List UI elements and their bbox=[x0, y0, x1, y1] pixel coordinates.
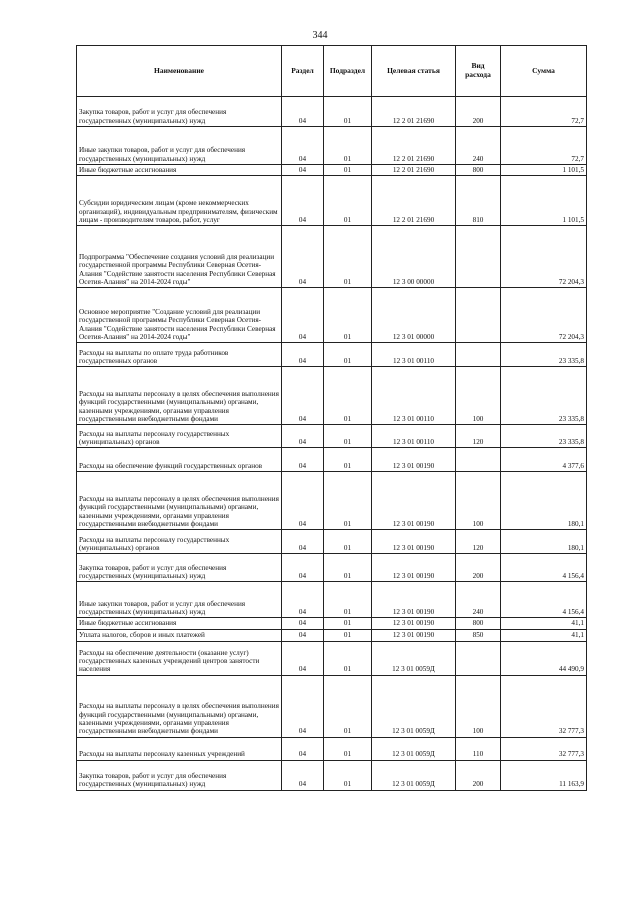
row-kind-cell bbox=[456, 343, 501, 367]
table-row bbox=[77, 176, 587, 226]
row-sum-cell: 11 163,9 bbox=[501, 760, 587, 790]
row-section-cell: 04 bbox=[282, 127, 324, 165]
row-subsection-cell: 01 bbox=[324, 530, 372, 554]
row-kind-cell: 200 bbox=[456, 554, 501, 582]
row-subsection-cell: 01 bbox=[324, 618, 372, 629]
row-kind-cell: 100 bbox=[456, 367, 501, 425]
row-sum-cell: 72 204,3 bbox=[501, 288, 587, 343]
row-sum-cell: 72 204,3 bbox=[501, 226, 587, 288]
table-row bbox=[77, 760, 587, 790]
row-subsection-cell: 01 bbox=[324, 165, 372, 176]
row-section-cell: 04 bbox=[282, 165, 324, 176]
table-row bbox=[77, 97, 587, 127]
row-subsection-cell: 01 bbox=[324, 288, 372, 343]
row-sum-cell: 180,1 bbox=[501, 472, 587, 530]
row-kind-cell bbox=[456, 641, 501, 675]
header-name: Наименование bbox=[77, 46, 282, 97]
row-subsection-cell: 01 bbox=[324, 97, 372, 127]
row-sum-cell: 23 335,8 bbox=[501, 367, 587, 425]
row-name-cell: Субсидии юридическим лицам (кроме некоммерческих организаций), индивидуальным предпринимателям, физическим лицам - производителям товаров, работ, услуг bbox=[77, 176, 282, 226]
row-subsection-cell: 01 bbox=[324, 343, 372, 367]
row-kind-cell: 240 bbox=[456, 127, 501, 165]
row-article-cell: 12 3 00 00000 bbox=[372, 226, 456, 288]
row-name-cell: Расходы на обеспечение функций государственных органов bbox=[77, 448, 282, 472]
row-sum-cell: 72,7 bbox=[501, 97, 587, 127]
row-subsection-cell: 01 bbox=[324, 675, 372, 737]
table-row bbox=[77, 554, 587, 582]
row-kind-cell bbox=[456, 288, 501, 343]
row-section-cell: 04 bbox=[282, 176, 324, 226]
row-subsection-cell: 01 bbox=[324, 760, 372, 790]
row-subsection-cell: 01 bbox=[324, 737, 372, 760]
table-row bbox=[77, 448, 587, 472]
row-kind-cell: 200 bbox=[456, 760, 501, 790]
row-kind-cell: 240 bbox=[456, 582, 501, 618]
row-subsection-cell: 01 bbox=[324, 127, 372, 165]
table-header-row bbox=[77, 46, 587, 97]
row-kind-cell: 100 bbox=[456, 472, 501, 530]
table-row bbox=[77, 226, 587, 288]
row-article-cell: 12 3 01 00110 bbox=[372, 367, 456, 425]
row-section-cell: 04 bbox=[282, 629, 324, 641]
row-subsection-cell: 01 bbox=[324, 472, 372, 530]
row-section-cell: 04 bbox=[282, 554, 324, 582]
row-article-cell: 12 2 01 21690 bbox=[372, 97, 456, 127]
row-section-cell: 04 bbox=[282, 425, 324, 448]
row-name-cell: Подпрограмма "Обеспечение создания условий для реализации государственной программы Республики Северная Осетия-Алания "Содействие занятости населения Республики Северная Осетия-Алания" на 2014-2024 годы" bbox=[77, 226, 282, 288]
header-sum: Сумма bbox=[501, 46, 587, 97]
row-name-cell: Закупка товаров, работ и услуг для обеспечения государственных (муниципальных) нужд bbox=[77, 554, 282, 582]
row-section-cell: 04 bbox=[282, 448, 324, 472]
row-article-cell: 12 3 01 00190 bbox=[372, 554, 456, 582]
row-kind-cell bbox=[456, 226, 501, 288]
header-target-article: Целевая статья bbox=[372, 46, 456, 97]
row-sum-cell: 180,1 bbox=[501, 530, 587, 554]
row-sum-cell: 44 490,9 bbox=[501, 641, 587, 675]
row-kind-cell bbox=[456, 448, 501, 472]
row-kind-cell: 800 bbox=[456, 165, 501, 176]
table-row bbox=[77, 530, 587, 554]
row-section-cell: 04 bbox=[282, 675, 324, 737]
row-section-cell: 04 bbox=[282, 760, 324, 790]
row-sum-cell: 41,1 bbox=[501, 618, 587, 629]
row-section-cell: 04 bbox=[282, 367, 324, 425]
row-section-cell: 04 bbox=[282, 288, 324, 343]
row-subsection-cell: 01 bbox=[324, 176, 372, 226]
row-section-cell: 04 bbox=[282, 737, 324, 760]
row-sum-cell: 32 777,3 bbox=[501, 737, 587, 760]
row-name-cell: Иные бюджетные ассигнования bbox=[77, 618, 282, 629]
row-kind-cell: 120 bbox=[456, 425, 501, 448]
row-subsection-cell: 01 bbox=[324, 226, 372, 288]
row-sum-cell: 23 335,8 bbox=[501, 343, 587, 367]
row-subsection-cell: 01 bbox=[324, 448, 372, 472]
row-article-cell: 12 3 01 00190 bbox=[372, 629, 456, 641]
row-section-cell: 04 bbox=[282, 472, 324, 530]
row-sum-cell: 41,1 bbox=[501, 629, 587, 641]
row-article-cell: 12 3 01 00190 bbox=[372, 472, 456, 530]
row-name-cell: Иные бюджетные ассигнования bbox=[77, 165, 282, 176]
table-row bbox=[77, 675, 587, 737]
row-kind-cell: 810 bbox=[456, 176, 501, 226]
row-article-cell: 12 3 01 00000 bbox=[372, 288, 456, 343]
row-article-cell: 12 3 01 00110 bbox=[372, 425, 456, 448]
row-name-cell: Расходы на выплаты персоналу государственных (муниципальных) органов bbox=[77, 425, 282, 448]
row-article-cell: 12 3 01 0059Д bbox=[372, 641, 456, 675]
row-article-cell: 12 3 01 00190 bbox=[372, 448, 456, 472]
header-section: Раздел bbox=[282, 46, 324, 97]
row-article-cell: 12 3 01 00190 bbox=[372, 582, 456, 618]
row-section-cell: 04 bbox=[282, 618, 324, 629]
table-row bbox=[77, 288, 587, 343]
header-expense-kind: Вид расхода bbox=[456, 46, 501, 97]
row-kind-cell: 120 bbox=[456, 530, 501, 554]
row-sum-cell: 23 335,8 bbox=[501, 425, 587, 448]
row-article-cell: 12 2 01 21690 bbox=[372, 165, 456, 176]
row-sum-cell: 4 377,6 bbox=[501, 448, 587, 472]
table-row bbox=[77, 127, 587, 165]
row-name-cell: Расходы на выплаты по оплате труда работников государственных органов bbox=[77, 343, 282, 367]
row-subsection-cell: 01 bbox=[324, 641, 372, 675]
row-section-cell: 04 bbox=[282, 226, 324, 288]
row-sum-cell: 4 156,4 bbox=[501, 582, 587, 618]
row-article-cell: 12 2 01 21690 bbox=[372, 127, 456, 165]
row-name-cell: Уплата налогов, сборов и иных платежей bbox=[77, 629, 282, 641]
header-subsection: Подраздел bbox=[324, 46, 372, 97]
row-sum-cell: 1 101,5 bbox=[501, 176, 587, 226]
row-article-cell: 12 3 01 00190 bbox=[372, 530, 456, 554]
table-row bbox=[77, 472, 587, 530]
table-row bbox=[77, 367, 587, 425]
row-name-cell: Расходы на выплаты персоналу государственных (муниципальных) органов bbox=[77, 530, 282, 554]
row-article-cell: 12 3 01 0059Д bbox=[372, 675, 456, 737]
row-kind-cell: 850 bbox=[456, 629, 501, 641]
row-sum-cell: 72,7 bbox=[501, 127, 587, 165]
row-section-cell: 04 bbox=[282, 97, 324, 127]
row-kind-cell: 800 bbox=[456, 618, 501, 629]
budget-table bbox=[76, 45, 587, 791]
row-article-cell: 12 3 01 0059Д bbox=[372, 737, 456, 760]
row-name-cell: Закупка товаров, работ и услуг для обеспечения государственных (муниципальных) нужд bbox=[77, 760, 282, 790]
row-section-cell: 04 bbox=[282, 530, 324, 554]
row-name-cell: Иные закупки товаров, работ и услуг для обеспечения государственных (муниципальных) нужд bbox=[77, 582, 282, 618]
row-name-cell: Основное мероприятие "Создание условий для реализации государственной программы Республики Северная Осетия-Алания "Содействие занятости населения Республики Северная Осетия-Алания" на 2014-2024 годы" bbox=[77, 288, 282, 343]
row-kind-cell: 200 bbox=[456, 97, 501, 127]
row-name-cell: Расходы на обеспечение деятельности (оказание услуг) государственных казенных учреждений центров занятости населения bbox=[77, 641, 282, 675]
row-sum-cell: 32 777,3 bbox=[501, 675, 587, 737]
row-article-cell: 12 3 01 0059Д bbox=[372, 760, 456, 790]
row-article-cell: 12 2 01 21690 bbox=[372, 176, 456, 226]
table-row bbox=[77, 165, 587, 176]
row-subsection-cell: 01 bbox=[324, 582, 372, 618]
table-row bbox=[77, 737, 587, 760]
page-number: 344 bbox=[312, 30, 328, 41]
row-name-cell: Расходы на выплаты персоналу в целях обеспечения выполнения функций государственными (муниципальными) органами, казенными учреждениями, органами управления государственными внебюджетными фондами bbox=[77, 675, 282, 737]
row-section-cell: 04 bbox=[282, 582, 324, 618]
row-name-cell: Иные закупки товаров, работ и услуг для обеспечения государственных (муниципальных) нужд bbox=[77, 127, 282, 165]
table-row bbox=[77, 618, 587, 629]
row-name-cell: Расходы на выплаты персоналу в целях обеспечения выполнения функций государственными (муниципальными) органами, казенными учреждениями, органами управления государственными внебюджетными фондами bbox=[77, 367, 282, 425]
row-sum-cell: 4 156,4 bbox=[501, 554, 587, 582]
row-subsection-cell: 01 bbox=[324, 425, 372, 448]
row-subsection-cell: 01 bbox=[324, 629, 372, 641]
row-name-cell: Закупка товаров, работ и услуг для обеспечения государственных (муниципальных) нужд bbox=[77, 97, 282, 127]
row-kind-cell: 100 bbox=[456, 675, 501, 737]
row-section-cell: 04 bbox=[282, 343, 324, 367]
row-article-cell: 12 3 01 00110 bbox=[372, 343, 456, 367]
table-row bbox=[77, 629, 587, 641]
row-name-cell: Расходы на выплаты персоналу в целях обеспечения выполнения функций государственными (муниципальными) органами, казенными учреждениями, органами управления государственными внебюджетными фондами bbox=[77, 472, 282, 530]
row-sum-cell: 1 101,5 bbox=[501, 165, 587, 176]
table-row bbox=[77, 425, 587, 448]
table-row bbox=[77, 343, 587, 367]
table-row bbox=[77, 641, 587, 675]
row-subsection-cell: 01 bbox=[324, 554, 372, 582]
row-subsection-cell: 01 bbox=[324, 367, 372, 425]
row-article-cell: 12 3 01 00190 bbox=[372, 618, 456, 629]
row-name-cell: Расходы на выплаты персоналу казенных учреждений bbox=[77, 737, 282, 760]
table-row bbox=[77, 582, 587, 618]
row-kind-cell: 110 bbox=[456, 737, 501, 760]
row-section-cell: 04 bbox=[282, 641, 324, 675]
